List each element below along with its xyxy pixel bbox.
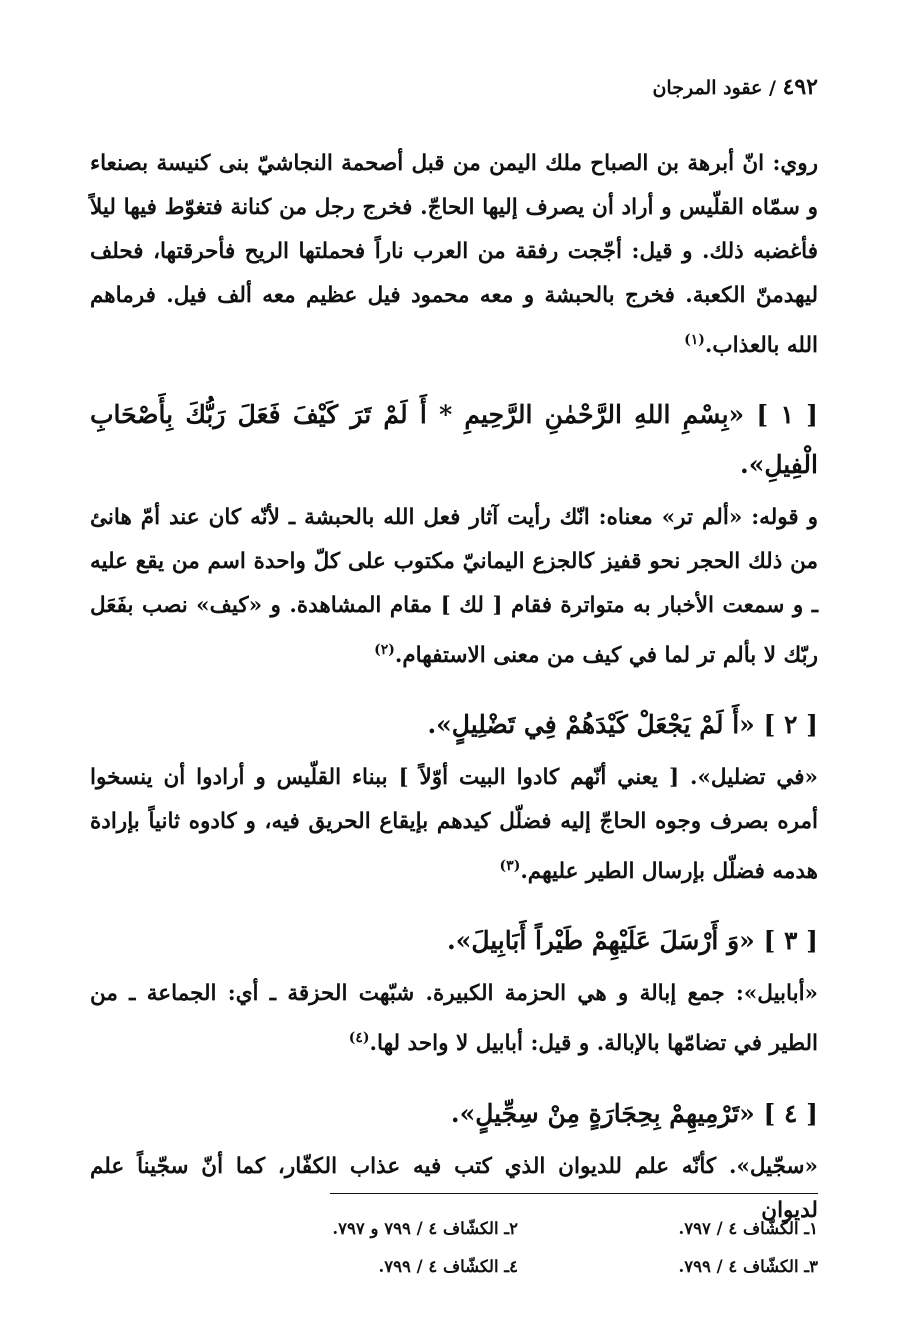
footnote-row xyxy=(258,1210,818,1248)
footnote-3: ٣ـ الكشّاف ٤ / ٧٩٩. xyxy=(678,1257,818,1276)
verse-4: [ ٤ ] «تَرْمِيهِمْ بِحِجَارَةٍ مِنْ سِجِّيلٍ». xyxy=(450,1098,818,1128)
note-marker-2: (٢) xyxy=(374,642,395,659)
page-number: ٤٩٢ xyxy=(782,74,818,100)
main-text xyxy=(90,142,818,1233)
footnote-divider xyxy=(330,1193,818,1194)
commentary-paragraph-1: و قوله: «ألم تر» معناه: انّك رأيت آثار فعل الله بالحبشة ـ لأنّه كان عند أمّ هانئ من ذلك الحجر نحو قفيز كالجزع اليمانيّ مكتوب على كلّ واحدة اسم من يقع عليه ـ و سمعت الأخبار به متواترة فقام [ لك ] مقام المشاهدة. و «كيف» نصب بفَعَل ربّك لا بألم تر لما في كيف من معنى الاستفهام.$^{(٢)}$ xyxy=(90,505,818,669)
footnote-row xyxy=(258,1248,818,1286)
verse-2: [ ٢ ] «أَ لَمْ يَجْعَلْ كَيْدَهُمْ فِي تَضْلِيلٍ». xyxy=(427,710,818,740)
footnotes xyxy=(258,1210,818,1286)
footnote-2: ٢ـ الكشّاف ٤ / ٧٩٩ و ٧٩٧. xyxy=(332,1219,518,1238)
note-marker-3: (٣) xyxy=(499,858,521,875)
note-marker-1: (١) xyxy=(684,332,705,348)
footnote-4: ٤ـ الكشّاف ٤ / ٧٩٩. xyxy=(378,1257,518,1276)
verse-3: [ ٣ ] «وَ أَرْسَلَ عَلَيْهِمْ طَيْراً أَبَابِيلَ». xyxy=(447,926,818,956)
verse-1: [ ١ ] «بِسْمِ اللهِ الرَّحْمٰنِ الرَّحِيمِ * أَ لَمْ تَرَ كَيْفَ فَعَلَ رَبُّكَ بِأَصْحَابِ الْفِيلِ». xyxy=(90,400,818,480)
running-header xyxy=(652,74,818,100)
note-marker-4: (٤) xyxy=(348,1030,370,1047)
intro-paragraph: روي: انّ أبرهة بن الصباح ملك اليمن من قبل أصحمة النجاشيّ بنى كنيسة بصنعاء و سمّاه القلّيس و أراد أن يصرف إليها الحاجّ. فخرج رجل من كنانة فتغوّط فيها ليلاً فأغضبه ذلك. و قيل: أجّجت رفقة من العرب ناراً فحملتها الريح فأحرقتها، فحلف ليهدمنّ الكعبة. فخرج بالحبشة و معه محمود فيل عظيم معه ألف فيل. فرماهم الله بالعذاب.$^{(١)}$ xyxy=(90,151,818,359)
header-separator: / xyxy=(768,77,776,99)
book-title: عقود المرجان xyxy=(652,77,763,99)
commentary-paragraph-4: «سجّيل». كأنّه علم للديوان الذي كتب فيه عذاب الكفّار، كما أنّ سجّيناً علم لديوان xyxy=(90,1153,818,1223)
commentary-paragraph-3: «أبابيل»: جمع إبالة و هي الحزمة الكبيرة. شبّهت الحزقة ـ أي: الجماعة ـ من الطير في تضامّها بالإبالة. و قيل: أبابيل لا واحد لها.$^{(٤)}$ xyxy=(90,981,818,1057)
commentary-paragraph-2: «في تضليل». [ يعني أنّهم كادوا البيت أوّلاً ] ببناء القلّيس و أرادوا أن ينسخوا أمره بصرف وجوه الحاجّ إليه فضلّل كيدهم بإيقاع الحريق فيه، و كادوه ثانياً بإرادة هدمه فضلّل بإرسال الطير عليهم.$^{(٣)}$ xyxy=(90,765,818,885)
footnote-1: ١ـ الكشّاف ٤ / ٧٩٧. xyxy=(678,1219,818,1238)
